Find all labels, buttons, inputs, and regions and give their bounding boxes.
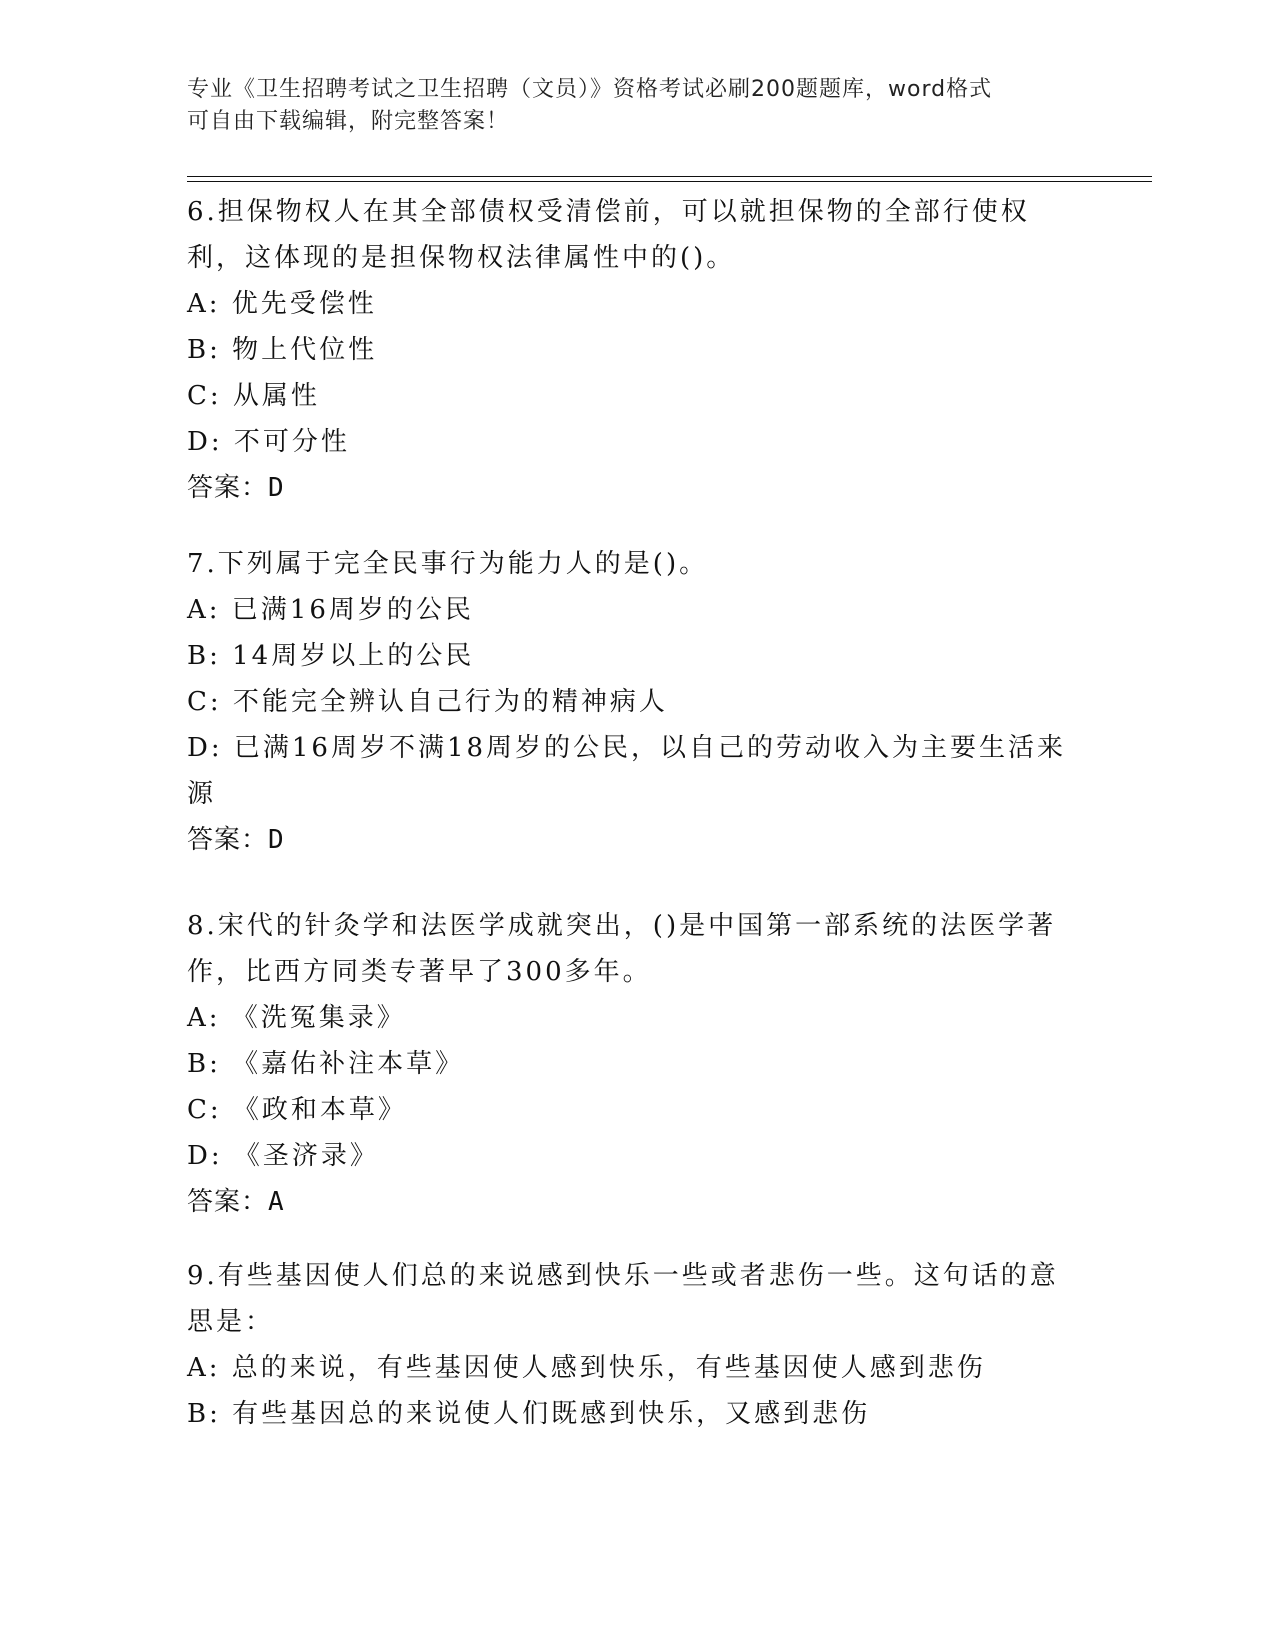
question-6 [187, 189, 1067, 511]
answer-value: D [268, 473, 285, 503]
option-b: B: 有些基因总的来说使人们既感到快乐，又感到悲伤 [187, 1399, 871, 1429]
option-d: D: 已满16周岁不满18周岁的公民，以自己的劳动收入为主要生活来源 [187, 733, 1067, 809]
option-b: B: 《嘉佑补注本草》 [187, 1049, 465, 1079]
answer-value: D [268, 825, 285, 855]
header-line-1: 专业《卫生招聘考试之卫生招聘（文员）》资格考试必刷200题题库，word格式 [187, 77, 993, 102]
question-stem: 6.担保物权人在其全部债权受清偿前，可以就担保物的全部行使权利，这体现的是担保物权法律属性中的()。 [187, 197, 1030, 273]
question-stem: 9.有些基因使人们总的来说感到快乐一些或者悲伤一些。这句话的意思是： [187, 1261, 1059, 1337]
option-c: C: 从属性 [187, 381, 320, 411]
answer-label: 答案： [187, 825, 269, 855]
option-a: A: 总的来说，有些基因使人感到快乐，有些基因使人感到悲伤 [187, 1353, 986, 1383]
header-divider-bottom [187, 181, 1152, 182]
question-7 [187, 541, 1067, 863]
option-b: B: 14周岁以上的公民 [187, 641, 475, 671]
question-9 [187, 1253, 1067, 1437]
answer-line [187, 465, 1067, 511]
question-stem: 8.宋代的针灸学和法医学成就突出，()是中国第一部系统的法医学著作，比西方同类专著早了300多年。 [187, 911, 1057, 987]
option-d: D: 《圣济录》 [187, 1141, 379, 1171]
answer-line [187, 1179, 1067, 1225]
option-c: C: 不能完全辨认自己行为的精神病人 [187, 687, 668, 717]
answer-label: 答案： [187, 473, 269, 503]
option-a: A: 优先受偿性 [187, 289, 377, 319]
header-line-2: 可自由下载编辑，附完整答案！ [187, 109, 510, 134]
option-a: A: 《洗冤集录》 [187, 1003, 406, 1033]
option-b: B: 物上代位性 [187, 335, 378, 365]
header-divider-top [187, 176, 1152, 177]
option-d: D: 不可分性 [187, 427, 350, 457]
answer-line [187, 817, 1067, 863]
option-a: A: 已满16周岁的公民 [187, 595, 474, 625]
option-c: C: 《政和本草》 [187, 1095, 407, 1125]
question-stem: 7.下列属于完全民事行为能力人的是()。 [187, 549, 709, 579]
document-header [187, 74, 1087, 138]
answer-value: A [268, 1187, 285, 1217]
question-8 [187, 903, 1067, 1225]
answer-label: 答案： [187, 1187, 269, 1217]
